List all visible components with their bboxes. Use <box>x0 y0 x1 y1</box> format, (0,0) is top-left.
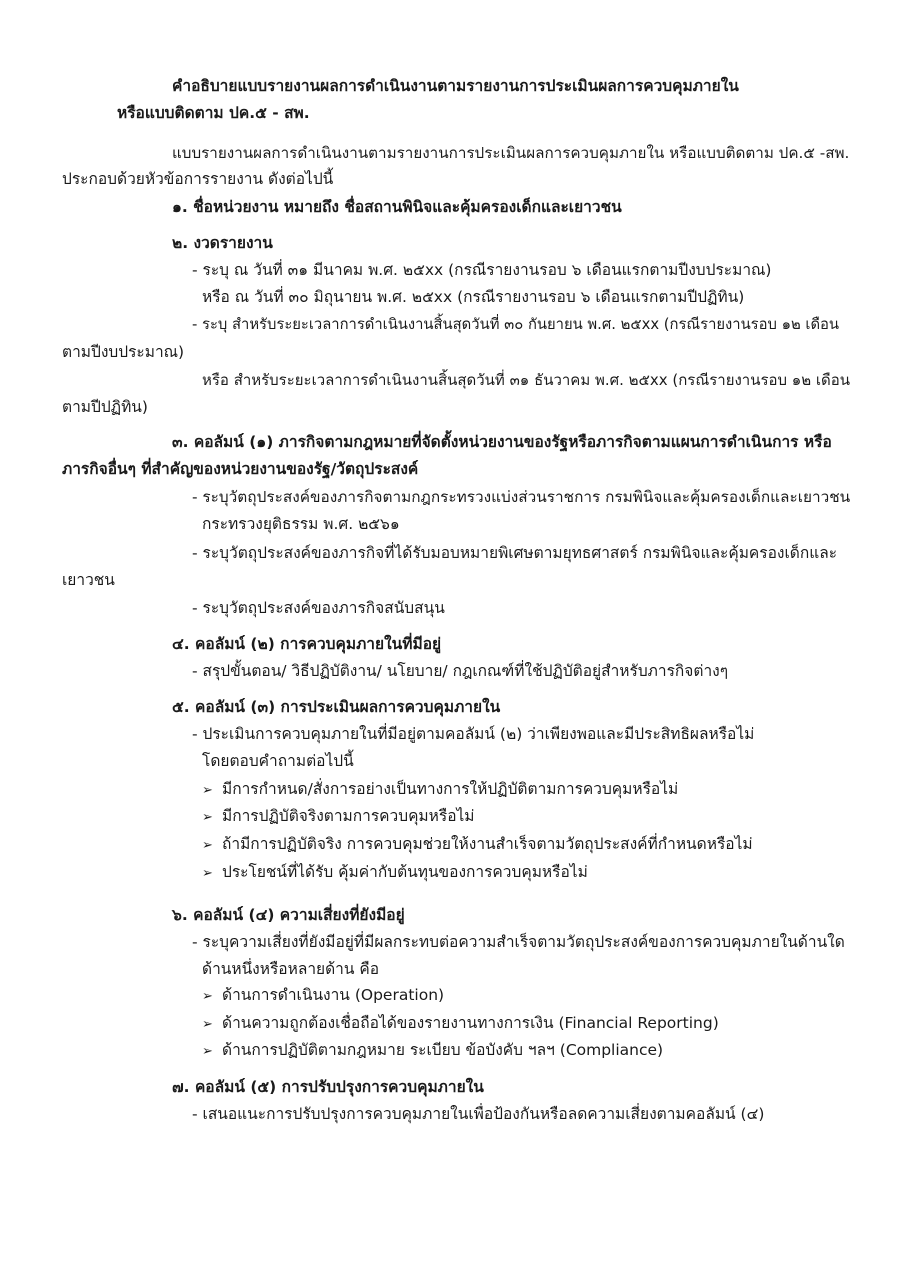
arrow-bullet-icon: ➢ <box>202 1044 213 1059</box>
section-2-bullet-2 <box>192 313 840 337</box>
section-2-bullet-2-text: - ระบุ สำหรับระยะเวลาการดำเนินงานสิ้นสุดวันที่ ๓๐ กันยายน พ.ศ. ๒๕xx (กรณีรายงานรอบ ๑๒ เดือน <box>192 316 840 333</box>
section-3-bullet-1-cont: กระทรวงยุติธรรม พ.ศ. ๒๕๖๑ <box>202 515 400 533</box>
section-2-heading: ๒. งวดรายงาน <box>172 234 273 252</box>
arrow-bullet-icon: ➢ <box>202 866 213 881</box>
section-2-bullet-1: - ระบุ ณ วันที่ ๓๑ มีนาคม พ.ศ. ๒๕xx (กรณีรายงานรอบ ๖ เดือนแรกตามปีงบประมาณ) <box>192 261 772 279</box>
section-6-heading: ๖. คอลัมน์ (๔) ความเสี่ยงที่ยังมีอยู่ <box>172 906 405 924</box>
section-6-risk-1-text: ด้านการดำเนินงาน (Operation) <box>222 986 445 1004</box>
section-6-bullet-1: - ระบุความเสี่ยงที่ยังมีอยู่ที่มีผลกระทบต่อความสำเร็จตามวัตถุประสงค์ของการควบคุมภายในด้านใด <box>192 933 845 951</box>
section-4-heading: ๔. คอลัมน์ (๒) การควบคุมภายในที่มีอยู่ <box>172 635 442 653</box>
section-6-risk-3-text: ด้านการปฏิบัติตามกฎหมาย ระเบียบ ข้อบังคับ ฯลฯ (Compliance) <box>222 1041 664 1059</box>
section-2-bullet-1-cont: หรือ ณ วันที่ ๓๐ มิถุนายน พ.ศ. ๒๕xx (กรณีรายงานรอบ ๖ เดือนแรกตามปีปฏิทิน) <box>202 288 745 306</box>
section-6-risk-3 <box>202 1038 663 1064</box>
section-5-question-4 <box>202 860 588 886</box>
section-7-heading: ๗. คอลัมน์ (๕) การปรับปรุงการควบคุมภายใน <box>172 1078 484 1096</box>
intro-line-1: แบบรายงานผลการดำเนินงานตามรายงานการประเมินผลการควบคุมภายใน หรือแบบติดตาม ปค.๕ -สพ. <box>172 144 850 162</box>
section-3-bullet-3: - ระบุวัตถุประสงค์ของภารกิจสนับสนุน <box>192 599 445 617</box>
section-4-bullet-1: - สรุปขั้นตอน/ วิธีปฏิบัติงาน/ นโยบาย/ กฎเกณฑ์ที่ใช้ปฏิบัติอยู่สำหรับภารกิจต่างๆ <box>192 662 729 680</box>
section-5-question-1 <box>202 777 678 803</box>
section-5-question-3 <box>202 832 753 858</box>
section-5-question-4-text: ประโยชน์ที่ได้รับ คุ้มค่ากับต้นทุนของการควบคุมหรือไม่ <box>222 863 588 881</box>
section-2-bullet-2-wrap: ตามปีงบประมาณ) <box>62 343 185 361</box>
section-3-heading-line-1: ๓. คอลัมน์ (๑) ภารกิจตามกฎหมายที่จัดตั้งหน่วยงานของรัฐหรือภารกิจตามแผนการดำเนินการ หรือ <box>172 433 832 451</box>
document-title-line-2: หรือแบบติดตาม ปค.๕ - สพ. <box>117 104 310 122</box>
section-6-risk-1 <box>202 983 444 1009</box>
section-7-bullet-1: - เสนอแนะการปรับปรุงการควบคุมภายในเพื่อป้องกันหรือลดความเสี่ยงตามคอลัมน์ (๔) <box>192 1105 765 1123</box>
section-2-bullet-3-wrap: ตามปีปฏิทิน) <box>62 398 148 416</box>
section-2-bullet-3: หรือ สำหรับระยะเวลาการดำเนินงานสิ้นสุดวันที่ ๓๑ ธันวาคม พ.ศ. ๒๕xx (กรณีรายงานรอบ ๑๒ เดือน <box>202 371 851 389</box>
section-3-bullet-2: - ระบุวัตถุประสงค์ของภารกิจที่ได้รับมอบหมายพิเศษตามยุทธศาสตร์ กรมพินิจและคุ้มครองเด็กและ <box>192 544 838 562</box>
arrow-bullet-icon: ➢ <box>202 838 213 853</box>
section-3-heading-line-2: ภารกิจอื่นๆ ที่สำคัญของหน่วยงานของรัฐ/วัตถุประสงค์ <box>62 460 419 478</box>
section-5-question-2-text: มีการปฏิบัติจริงตามการควบคุมหรือไม่ <box>222 807 475 825</box>
arrow-bullet-icon: ➢ <box>202 783 213 798</box>
section-6-risk-2-text: ด้านความถูกต้องเชื่อถือได้ของรายงานทางการเงิน (Financial Reporting) <box>222 1014 719 1032</box>
section-5-bullet-1-cont: โดยตอบคำถามต่อไปนี้ <box>202 752 354 770</box>
arrow-bullet-icon: ➢ <box>202 989 213 1004</box>
section-5-question-1-text: มีการกำหนด/สั่งการอย่างเป็นทางการให้ปฏิบัติตามการควบคุมหรือไม่ <box>222 780 679 798</box>
arrow-bullet-icon: ➢ <box>202 810 213 825</box>
section-3-bullet-2-wrap: เยาวชน <box>62 571 115 589</box>
section-6-risk-2 <box>202 1011 719 1037</box>
section-5-question-2 <box>202 804 475 830</box>
section-5-question-3-text: ถ้ามีการปฏิบัติจริง การควบคุมช่วยให้งานสำเร็จตามวัตถุประสงค์ที่กำหนดหรือไม่ <box>222 835 753 853</box>
arrow-bullet-icon: ➢ <box>202 1017 213 1032</box>
section-6-bullet-1-cont: ด้านหนึ่งหรือหลายด้าน คือ <box>202 960 380 978</box>
section-5-heading: ๕. คอลัมน์ (๓) การประเมินผลการควบคุมภายใน <box>172 698 501 716</box>
intro-line-2: ประกอบด้วยหัวข้อการรายงาน ดังต่อไปนี้ <box>62 170 334 188</box>
section-1-heading: ๑. ชื่อหน่วยงาน หมายถึง ชื่อสถานพินิจและคุ้มครองเด็กและเยาวชน <box>172 198 622 216</box>
document-title-line-1: คำอธิบายแบบรายงานผลการดำเนินงานตามรายงานการประเมินผลการควบคุมภายใน <box>172 77 739 95</box>
section-3-bullet-1: - ระบุวัตถุประสงค์ของภารกิจตามกฎกระทรวงแบ่งส่วนราชการ กรมพินิจและคุ้มครองเด็กและเยาวชน <box>192 488 851 506</box>
section-5-bullet-1: - ประเมินการควบคุมภายในที่มีอยู่ตามคอลัมน์ (๒) ว่าเพียงพอและมีประสิทธิผลหรือไม่ <box>192 725 755 743</box>
